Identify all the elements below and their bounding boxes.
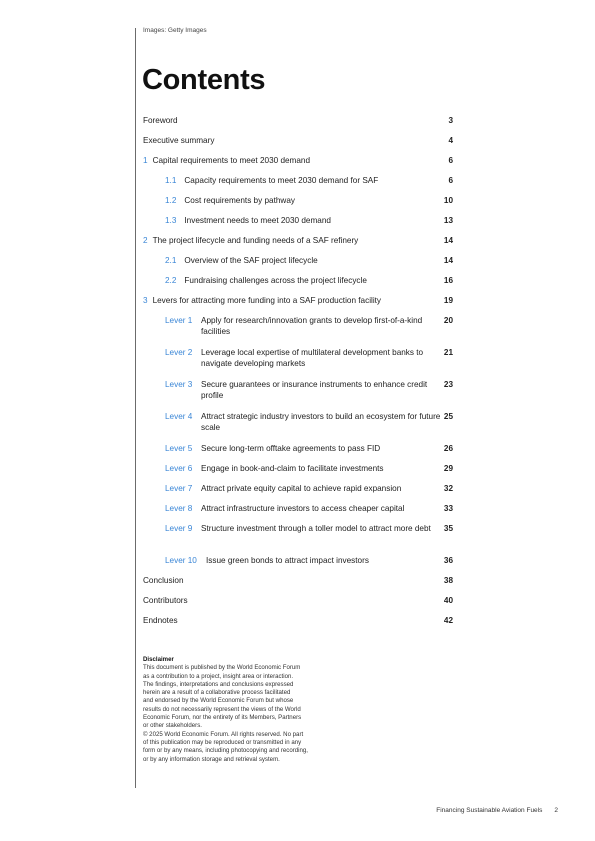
toc-entry-number: 1.3 [165, 216, 177, 225]
toc-entry-title: Cost requirements by pathway [184, 196, 295, 205]
toc-entry-number: Lever 5 [165, 444, 193, 453]
toc-entry-title: Attract strategic industry investors to build an ecosystem for future scale [201, 412, 441, 432]
toc-entry[interactable] [143, 556, 453, 567]
disclaimer-heading: Disclaimer [143, 656, 174, 663]
toc-entry[interactable] [143, 616, 453, 627]
toc-entry-page: 14 [443, 256, 453, 265]
toc-entry-title: Endnotes [143, 616, 178, 625]
toc-entry[interactable] [143, 296, 453, 307]
toc-entry-page: 6 [448, 156, 453, 165]
copyright-notice: © 2025 World Economic Forum. All rights reserved. No part of this publication may be reproduced or transmitted in any form or by any means, including photocopying and recording, or by any information storage and retrieval system. [143, 730, 308, 763]
toc-entry[interactable] [143, 596, 453, 607]
toc-entry-number: 2 [143, 236, 148, 245]
toc-entry[interactable] [143, 464, 453, 475]
toc-entry[interactable] [143, 236, 453, 247]
toc-entry-page: 19 [443, 296, 453, 305]
toc-entry-title: Fundraising challenges across the project lifecycle [184, 276, 367, 285]
toc-entry-page: 25 [443, 412, 453, 421]
toc-entry-number: 2.2 [165, 276, 177, 285]
toc-entry-number: Lever 10 [165, 556, 197, 565]
toc-entry-page: 40 [443, 596, 453, 605]
disclaimer [143, 656, 353, 764]
toc-entry[interactable] [143, 380, 453, 401]
toc-entry-title: Secure guarantees or insurance instruments to enhance credit profile [201, 380, 428, 400]
toc-entry-title: Overview of the SAF project lifecycle [184, 256, 318, 265]
toc-entry-number: Lever 8 [165, 504, 193, 513]
toc-entry-page: 21 [443, 348, 453, 357]
toc-entry[interactable] [143, 116, 453, 127]
toc-entry-number: Lever 9 [165, 524, 193, 533]
toc-entry-page: 38 [443, 576, 453, 585]
toc-entry-title: Leverage local expertise of multilateral development banks to navigate developing markets [201, 348, 424, 368]
toc-entry[interactable] [143, 216, 453, 227]
toc-entry-title: Foreword [143, 116, 178, 125]
toc-entry-number: Lever 1 [165, 316, 193, 325]
toc-entry-title: Contributors [143, 596, 188, 605]
toc-entry-title: Executive summary [143, 136, 215, 145]
toc-entry-title: Engage in book-and-claim to facilitate investments [201, 464, 384, 473]
toc-entry-title: Levers for attracting more funding into a SAF production facility [152, 296, 382, 305]
toc-entry-title: Apply for research/innovation grants to develop first-of-a-kind facilities [201, 316, 423, 336]
toc-entry-number: 1.2 [165, 196, 177, 205]
disclaimer-body: This document is published by the World Economic Forum as a contribution to a project, insight area or interaction. The findings, interpretations and conclusions expressed herein are a result of a collaborative process facilitated and endorsed by the World Economic Forum but whose results do not necessarily represent the views of the World Economic Forum, nor the entirety of its Members, Partners or other stakeholders. [143, 664, 302, 730]
toc-entry-title: Attract infrastructure investors to access cheaper capital [201, 504, 405, 513]
toc-entry[interactable] [143, 348, 453, 369]
toc-entry[interactable] [143, 484, 453, 495]
toc-entry[interactable] [143, 276, 453, 287]
toc-entry-title: The project lifecycle and funding needs of a SAF refinery [152, 236, 359, 245]
toc-entry-number: Lever 7 [165, 484, 193, 493]
toc-entry-number: Lever 3 [165, 380, 193, 389]
toc-entry[interactable] [143, 156, 453, 167]
toc-entry-page: 42 [443, 616, 453, 625]
toc-entry-page: 23 [443, 380, 453, 389]
toc-entry[interactable] [143, 316, 453, 337]
toc-entry-page: 20 [443, 316, 453, 325]
toc-entry-title: Capital requirements to meet 2030 demand [152, 156, 311, 165]
toc-entry-page: 6 [448, 176, 453, 185]
toc-entry-page: 3 [448, 116, 453, 125]
toc-entry-page: 13 [443, 216, 453, 225]
toc-entry-number: 3 [143, 296, 148, 305]
toc-entry-title: Attract private equity capital to achieve rapid expansion [201, 484, 402, 493]
toc-entry-title: Capacity requirements to meet 2030 demand for SAF [184, 176, 379, 185]
toc-entry-page: 26 [443, 444, 453, 453]
toc-entry[interactable] [143, 412, 453, 433]
toc-entry[interactable] [143, 136, 453, 147]
toc-entry-number: Lever 6 [165, 464, 193, 473]
toc-entry-page: 29 [443, 464, 453, 473]
toc-entry-title: Structure investment through a toller model to attract more debt [201, 524, 431, 533]
toc-entry-number: 1.1 [165, 176, 177, 185]
toc-entry[interactable] [143, 576, 453, 587]
toc-entry-page: 4 [448, 136, 453, 145]
toc-entry-title: Issue green bonds to attract impact investors [206, 556, 369, 565]
toc-entry-number: Lever 4 [165, 412, 193, 421]
page-footer [436, 807, 558, 814]
toc-entry-page: 32 [443, 484, 453, 493]
margin-rule [135, 28, 136, 788]
toc-entry-number: 2.1 [165, 256, 177, 265]
toc-entry-title: Conclusion [143, 576, 184, 585]
page-title: Contents [142, 64, 266, 96]
toc-entry-number: 1 [143, 156, 148, 165]
toc-entry-page: 35 [443, 524, 453, 533]
toc-entry[interactable] [143, 524, 453, 535]
page-number: 2 [554, 807, 558, 814]
toc-entry-number: Lever 2 [165, 348, 193, 357]
toc-entry-page: 14 [443, 236, 453, 245]
footer-title: Financing Sustainable Aviation Fuels [436, 807, 543, 814]
toc-entry-page: 10 [443, 196, 453, 205]
image-credit: Images: Getty Images [143, 27, 207, 34]
toc-entry-page: 36 [443, 556, 453, 565]
toc-entry-title: Secure long-term offtake agreements to pass FID [201, 444, 381, 453]
toc-entry[interactable] [143, 256, 453, 267]
toc-entry[interactable] [143, 196, 453, 207]
toc-entry-title: Investment needs to meet 2030 demand [184, 216, 331, 225]
toc-entry[interactable] [143, 444, 453, 455]
toc-entry-page: 33 [443, 504, 453, 513]
toc-entry[interactable] [143, 504, 453, 515]
toc-entry-page: 16 [443, 276, 453, 285]
toc-entry[interactable] [143, 176, 453, 187]
